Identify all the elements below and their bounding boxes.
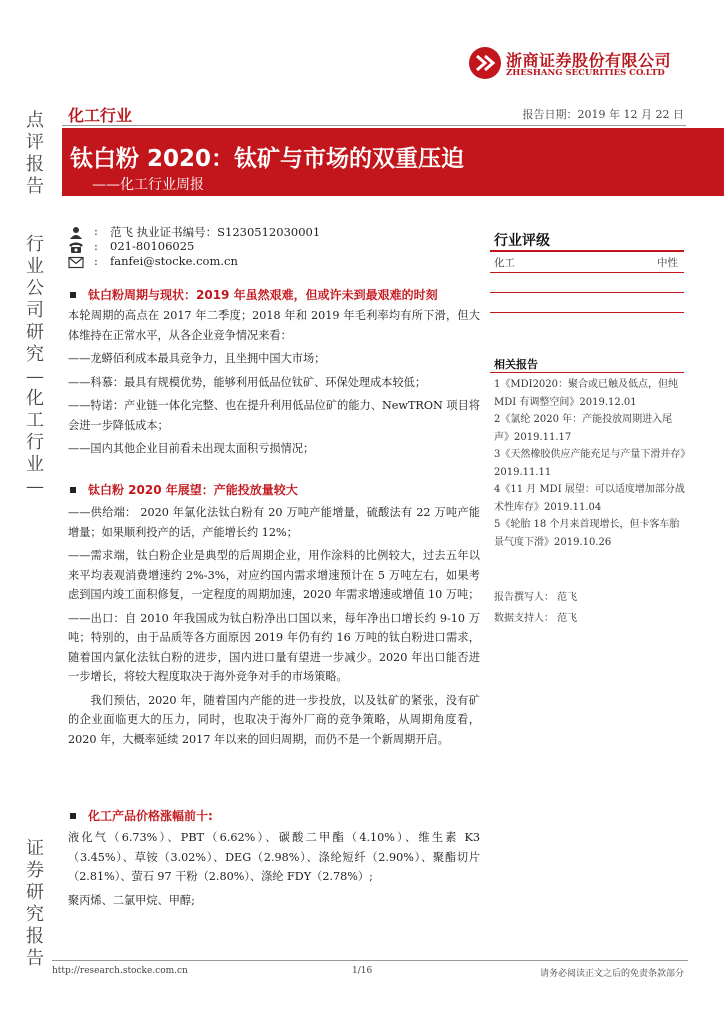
side-char: 司 bbox=[26, 300, 44, 321]
person-icon bbox=[68, 226, 84, 239]
paragraph: ——特诺：产业链一体化完整、也在提升利用低品位矿的能力、NewTRON 项目将会进一步降低成本； bbox=[68, 399, 480, 432]
footer-url[interactable]: http://research.stocke.com.cn bbox=[52, 966, 188, 976]
email-address[interactable]: fanfei@stocke.com.cn bbox=[110, 254, 238, 268]
company-name-cn: 浙商证券股份有限公司 bbox=[506, 51, 672, 70]
paragraph: ——出口：自 2010 年我国成为钛白粉净出口国以来，每年净出口增长约 9-10 万吨；特别的，由于品质等各方面原因 2019 年仍有约 16 万吨的钛白粉进口需求，随着国内氯化法钛白粉的进步，国内进口量有望进一步减少。2020 年出口能否进一步增长，将较大程度取决于海外竞争对手的市场策略。 bbox=[68, 611, 480, 683]
paragraph: ——科慕：最具有规模优势，能够利用低品位钛矿、环保处理成本较低； bbox=[68, 375, 427, 389]
side-char: 报 bbox=[26, 154, 44, 175]
side-label-source bbox=[18, 838, 52, 970]
bullet-square-icon bbox=[70, 813, 76, 819]
contact-colon: : bbox=[94, 254, 98, 268]
phone-icon bbox=[68, 241, 84, 254]
footer-disclaimer: 请务必阅读正文之后的免责条款部分 bbox=[539, 969, 684, 979]
section-heading-1 bbox=[68, 286, 488, 306]
report-title: 钛白粉 2020：钛矿与市场的双重压迫 bbox=[70, 146, 465, 172]
title-banner bbox=[62, 128, 724, 196]
section-body-1 bbox=[68, 306, 480, 463]
section-heading-2 bbox=[68, 481, 488, 501]
company-logo-icon bbox=[468, 46, 502, 80]
contact-colon: : bbox=[94, 239, 98, 253]
paragraph: 本轮周期的高点在 2017 年二季度；2018 年和 2019 年毛利率均有所下滑，但大体维持在正常水平，从各企业竞争情况来看： bbox=[68, 309, 480, 342]
side-char: — bbox=[26, 366, 44, 387]
rating-value: 中性 bbox=[657, 257, 678, 269]
page-number: 1/16 bbox=[352, 966, 373, 976]
side-char: 报 bbox=[26, 926, 44, 947]
side-char: 研 bbox=[26, 322, 44, 343]
related-divider bbox=[490, 372, 684, 373]
side-char: — bbox=[26, 476, 44, 497]
report-date: 报告日期：2019 年 12 月 22 日 bbox=[522, 108, 684, 121]
phone-number: 021-80106025 bbox=[110, 239, 195, 253]
company-name-en: ZHESHANG SECURITIES CO.LTD bbox=[506, 68, 665, 78]
paragraph: 我们预估，2020 年，随着国内产能的进一步投放，以及钛矿的紧张，没有矿的企业面临更大的压力，同时，也取决于海外厂商的竞争策略，从周期角度看，2020 年，大概率延续 2017 年以来的回归周期，而仍不是一个新周期开启。 bbox=[68, 693, 480, 746]
section-heading-text: 化工产品价格涨幅前十: bbox=[88, 809, 213, 823]
side-char: 行 bbox=[26, 432, 44, 453]
side-char: 证 bbox=[26, 838, 44, 859]
bullet-square-icon bbox=[70, 292, 76, 298]
paragraph: 聚丙烯、二氯甲烷、甲醇; bbox=[68, 893, 195, 907]
footer-divider bbox=[52, 960, 688, 961]
side-char: 究 bbox=[26, 344, 44, 365]
rating-divider bbox=[490, 250, 684, 252]
rating-line bbox=[490, 292, 684, 293]
side-char: 行 bbox=[26, 234, 44, 255]
paragraph: ——国内其他企业目前看未出现太面积亏损情况； bbox=[68, 442, 315, 455]
side-char: 工 bbox=[26, 410, 44, 431]
rating-line bbox=[490, 312, 684, 313]
section-body-2 bbox=[68, 503, 480, 753]
side-char: 究 bbox=[26, 904, 44, 925]
related-report-item[interactable]: 5《轮胎 18 个月来首现增长，但卡客车胎景气度下滑》2019.10.26 bbox=[494, 519, 680, 548]
section-heading-3 bbox=[68, 807, 488, 827]
section-heading-text: 钛白粉 2020 年展望：产能投放量较大 bbox=[88, 483, 298, 497]
side-char: 点 bbox=[26, 110, 44, 131]
mail-icon bbox=[68, 256, 84, 269]
section-body-3 bbox=[68, 828, 480, 914]
side-char: 化 bbox=[26, 388, 44, 409]
paragraph: 液化气（6.73%）、PBT（6.62%）、碳酸二甲酯（4.10%）、维生素 K3（3.45%）、草铵（3.02%）、DEG（2.98%）、涤纶短纤（2.90%）、聚酯切片（2.81%）、萤石 97 干粉（2.80%）、涤纶 FDY（2.78%）; bbox=[68, 831, 480, 883]
side-char: 评 bbox=[26, 132, 44, 153]
related-report-item[interactable]: 3《天然橡胶供应产能充足与产量下滑并存》2019.11.11 bbox=[494, 449, 686, 478]
section-heading-text: 钛白粉周期与现状：2019 年虽然艰难，但或许未到最艰难的时刻 bbox=[88, 288, 438, 302]
paragraph: ——供给端： 2020 年氯化法钛白粉有 20 万吨产能增量，硫酸法有 22 万吨产能增量；如果顺利投产的话，产能增长约 12%； bbox=[68, 506, 480, 539]
side-char: 告 bbox=[26, 948, 44, 969]
header-divider bbox=[62, 125, 686, 126]
report-writer: 报告撰写人： 范飞 bbox=[494, 592, 578, 603]
rating-line bbox=[490, 272, 684, 273]
contact-colon: : bbox=[94, 224, 98, 238]
data-supporter: 数据支持人： 范飞 bbox=[494, 613, 578, 624]
related-report-item[interactable]: 1《MDI2020：聚合或已触及低点，但纯MDI 有调整空间》2019.12.01 bbox=[494, 379, 679, 408]
company-logo bbox=[468, 44, 724, 84]
rating-title: 行业评级 bbox=[494, 233, 550, 249]
side-char: 券 bbox=[26, 860, 44, 881]
side-label-category bbox=[18, 234, 52, 498]
side-label-report-type bbox=[18, 110, 52, 198]
analyst-info: 范飞 执业证书编号：S1230512030001 bbox=[110, 225, 321, 239]
side-char: 公 bbox=[26, 278, 44, 299]
report-subtitle: ——化工行业周报 bbox=[92, 177, 204, 193]
rating-sector: 化工 bbox=[494, 257, 515, 269]
side-char: 业 bbox=[26, 256, 44, 277]
related-reports-title: 相关报告 bbox=[494, 358, 538, 371]
paragraph: ——龙蟒佰利成本最具竞争力，且坐拥中国大市场； bbox=[68, 352, 326, 365]
contact-email bbox=[68, 254, 388, 272]
side-char: 告 bbox=[26, 176, 44, 197]
related-reports-list bbox=[494, 376, 686, 551]
rating-row bbox=[494, 255, 684, 270]
industry-label: 化工行业 bbox=[68, 106, 133, 125]
related-report-item[interactable]: 4《11 月 MDI 展望：可以适度增加部分战术性库存》2019.11.04 bbox=[494, 484, 685, 513]
bullet-square-icon bbox=[70, 487, 76, 493]
side-char: 业 bbox=[26, 454, 44, 475]
paragraph: ——需求端，钛白粉企业是典型的后周期企业，用作涂料的比例较大，过去五年以来平均表观消费增速约 2%-3%，对应约国内需求增速预计在 5 万吨左右，如果考虑到国内竣工面积修复，一定程度的周期加速，2020 年需求增速或增值 10 万吨； bbox=[68, 549, 480, 601]
side-char: 研 bbox=[26, 882, 44, 903]
related-report-item[interactable]: 2《氯纶 2020 年：产能投放周期进入尾声》2019.11.17 bbox=[494, 414, 673, 443]
